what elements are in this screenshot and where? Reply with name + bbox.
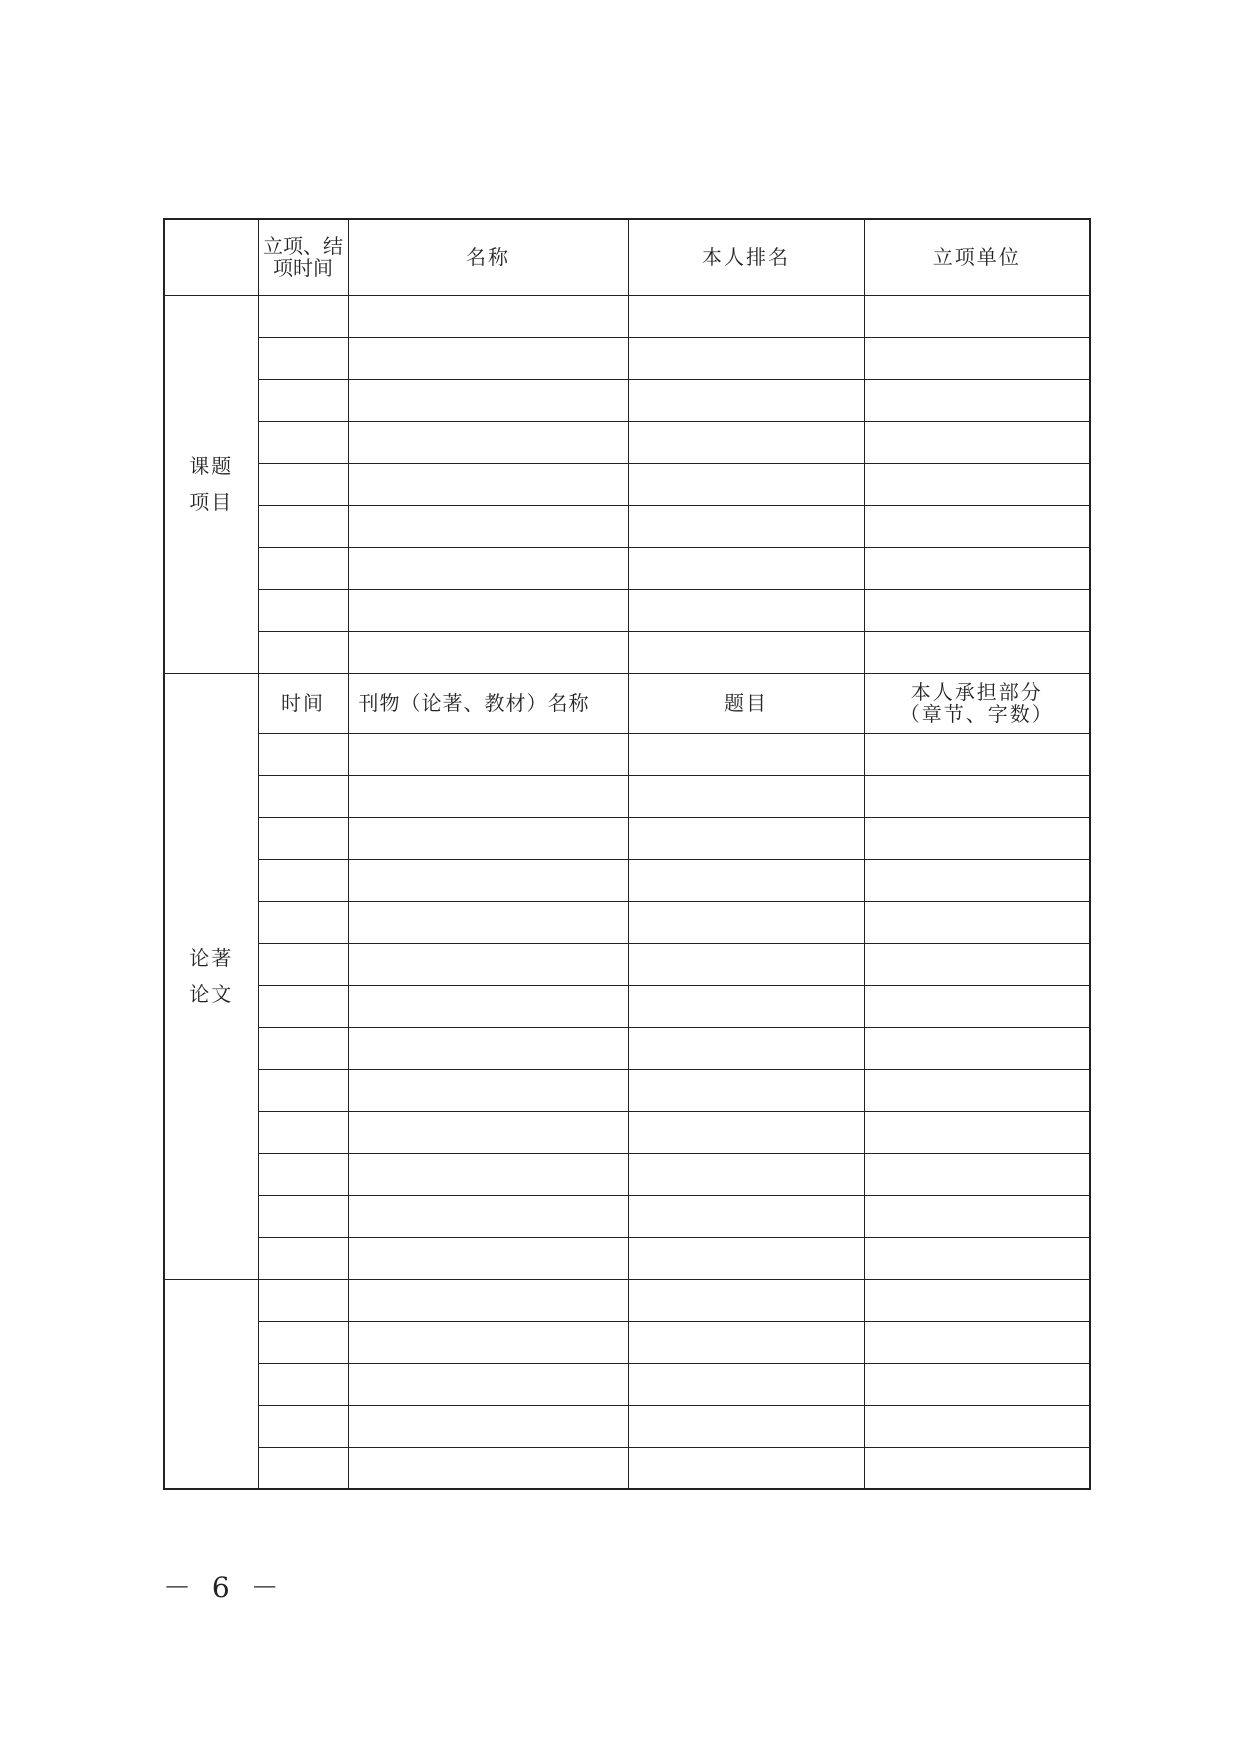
extra-row [164,1405,1090,1447]
header-project-name: 名称 [348,219,628,295]
detail-cell[interactable] [628,1363,864,1405]
page-number: － 6 － [163,1571,285,1604]
time-cell[interactable] [258,733,348,775]
project-row [164,631,1090,673]
header-paper-part-part-line2: （章节、字数） [899,702,1054,726]
extra-row [164,1447,1090,1489]
project-row [164,295,1090,337]
time-cell[interactable] [258,1279,348,1321]
unit-cell[interactable] [864,1363,1090,1405]
detail-cell[interactable] [628,1111,864,1153]
detail-cell[interactable] [628,1069,864,1111]
papers-header-row [164,673,1090,733]
unit-cell[interactable] [864,775,1090,817]
time-cell[interactable] [258,1447,348,1489]
table-body [164,219,1090,1489]
name-cell[interactable] [348,463,628,505]
name-cell[interactable] [348,733,628,775]
unit-cell[interactable] [864,901,1090,943]
projects-header-row [164,219,1090,295]
unit-cell[interactable] [864,1195,1090,1237]
unit-cell[interactable] [864,1069,1090,1111]
name-cell[interactable] [348,1363,628,1405]
detail-cell[interactable] [628,985,864,1027]
project-row [164,505,1090,547]
detail-cell[interactable] [628,1195,864,1237]
extra-row [164,1321,1090,1363]
paper-row [164,859,1090,901]
paper-row [164,817,1090,859]
time-cell[interactable] [258,943,348,985]
unit-cell[interactable] [864,1237,1090,1279]
time-cell[interactable] [258,775,348,817]
time-cell[interactable] [258,985,348,1027]
detail-cell[interactable] [628,943,864,985]
header-paper-publication: 刊物（论著、教材）名称 [348,673,628,733]
name-cell[interactable] [348,547,628,589]
name-cell[interactable] [348,817,628,859]
category-projects-line-1: 课题 [189,454,234,478]
time-cell[interactable] [258,295,348,337]
header-paper-title: 题目 [628,673,864,733]
header-paper-time: 时间 [258,673,348,733]
project-row [164,379,1090,421]
name-cell[interactable] [348,985,628,1027]
extra-row [164,1363,1090,1405]
paper-row [164,733,1090,775]
paper-row [164,943,1090,985]
project-row [164,547,1090,589]
time-cell[interactable] [258,1195,348,1237]
unit-cell[interactable] [864,1027,1090,1069]
unit-cell[interactable] [864,985,1090,1027]
header-paper-part-part-line1: 本人承担部分 [910,680,1043,704]
name-cell[interactable] [348,775,628,817]
unit-cell[interactable] [864,547,1090,589]
detail-cell[interactable] [628,295,864,337]
detail-cell[interactable] [628,1279,864,1321]
time-cell[interactable] [258,589,348,631]
detail-cell[interactable] [628,421,864,463]
detail-cell[interactable] [628,859,864,901]
unit-cell[interactable] [864,505,1090,547]
name-cell[interactable] [348,337,628,379]
name-cell[interactable] [348,1153,628,1195]
name-cell[interactable] [348,943,628,985]
detail-cell[interactable] [628,1405,864,1447]
header-project-time: 立项、结项时间 [258,219,348,295]
detail-cell[interactable] [628,547,864,589]
detail-cell[interactable] [628,379,864,421]
detail-cell[interactable] [628,337,864,379]
name-cell[interactable] [348,1237,628,1279]
name-cell[interactable] [348,1195,628,1237]
time-cell[interactable] [258,337,348,379]
unit-cell[interactable] [864,1111,1090,1153]
detail-cell[interactable] [628,1237,864,1279]
name-cell[interactable] [348,859,628,901]
unit-cell[interactable] [864,379,1090,421]
detail-cell[interactable] [628,1153,864,1195]
category-papers [164,673,258,1279]
time-cell[interactable] [258,1237,348,1279]
unit-cell[interactable] [864,589,1090,631]
extra-row [164,1279,1090,1321]
detail-cell[interactable] [628,901,864,943]
paper-row [164,985,1090,1027]
name-cell[interactable] [348,1279,628,1321]
category-papers-line-1: 论著 [189,946,234,970]
project-row [164,421,1090,463]
header-paper-part [864,673,1090,733]
name-cell[interactable] [348,1447,628,1489]
time-cell[interactable] [258,1363,348,1405]
detail-cell[interactable] [628,775,864,817]
form-table [163,218,1091,1490]
name-cell[interactable] [348,901,628,943]
unit-cell[interactable] [864,733,1090,775]
time-cell[interactable] [258,631,348,673]
category-projects [164,295,258,673]
name-cell[interactable] [348,1405,628,1447]
paper-row [164,1195,1090,1237]
unit-cell[interactable] [864,421,1090,463]
paper-row [164,1027,1090,1069]
name-cell[interactable] [348,631,628,673]
name-cell[interactable] [348,1027,628,1069]
project-row [164,589,1090,631]
detail-cell[interactable] [628,1321,864,1363]
category-extra [164,1279,258,1489]
unit-cell[interactable] [864,943,1090,985]
name-cell[interactable] [348,1321,628,1363]
header-project-unit: 立项单位 [864,219,1090,295]
time-cell[interactable] [258,547,348,589]
time-cell[interactable] [258,379,348,421]
detail-cell[interactable] [628,1447,864,1489]
detail-cell[interactable] [628,631,864,673]
header-blank-cell [164,219,258,295]
time-cell[interactable] [258,1111,348,1153]
paper-row [164,1237,1090,1279]
unit-cell[interactable] [864,631,1090,673]
paper-row [164,901,1090,943]
time-cell[interactable] [258,859,348,901]
paper-row [164,775,1090,817]
paper-row [164,1069,1090,1111]
detail-cell[interactable] [628,733,864,775]
time-cell[interactable] [258,421,348,463]
unit-cell[interactable] [864,1321,1090,1363]
unit-cell[interactable] [864,817,1090,859]
time-cell[interactable] [258,1027,348,1069]
time-cell[interactable] [258,463,348,505]
name-cell[interactable] [348,505,628,547]
time-cell[interactable] [258,817,348,859]
unit-cell[interactable] [864,1447,1090,1489]
time-cell[interactable] [258,901,348,943]
paper-row [164,1111,1090,1153]
name-cell[interactable] [348,1069,628,1111]
category-projects-line-2: 项目 [189,490,234,514]
detail-cell[interactable] [628,817,864,859]
name-cell[interactable] [348,421,628,463]
detail-cell[interactable] [628,589,864,631]
unit-cell[interactable] [864,1405,1090,1447]
project-row [164,463,1090,505]
unit-cell[interactable] [864,463,1090,505]
name-cell[interactable] [348,1111,628,1153]
name-cell[interactable] [348,589,628,631]
time-cell[interactable] [258,505,348,547]
time-cell[interactable] [258,1321,348,1363]
detail-cell[interactable] [628,463,864,505]
time-cell[interactable] [258,1405,348,1447]
unit-cell[interactable] [864,859,1090,901]
paper-row [164,1153,1090,1195]
time-cell[interactable] [258,1153,348,1195]
unit-cell[interactable] [864,295,1090,337]
header-project-rank: 本人排名 [628,219,864,295]
unit-cell[interactable] [864,1153,1090,1195]
time-cell[interactable] [258,1069,348,1111]
detail-cell[interactable] [628,505,864,547]
name-cell[interactable] [348,379,628,421]
unit-cell[interactable] [864,337,1090,379]
detail-cell[interactable] [628,1027,864,1069]
unit-cell[interactable] [864,1279,1090,1321]
category-papers-line-2: 论文 [189,982,234,1006]
name-cell[interactable] [348,295,628,337]
project-row [164,337,1090,379]
